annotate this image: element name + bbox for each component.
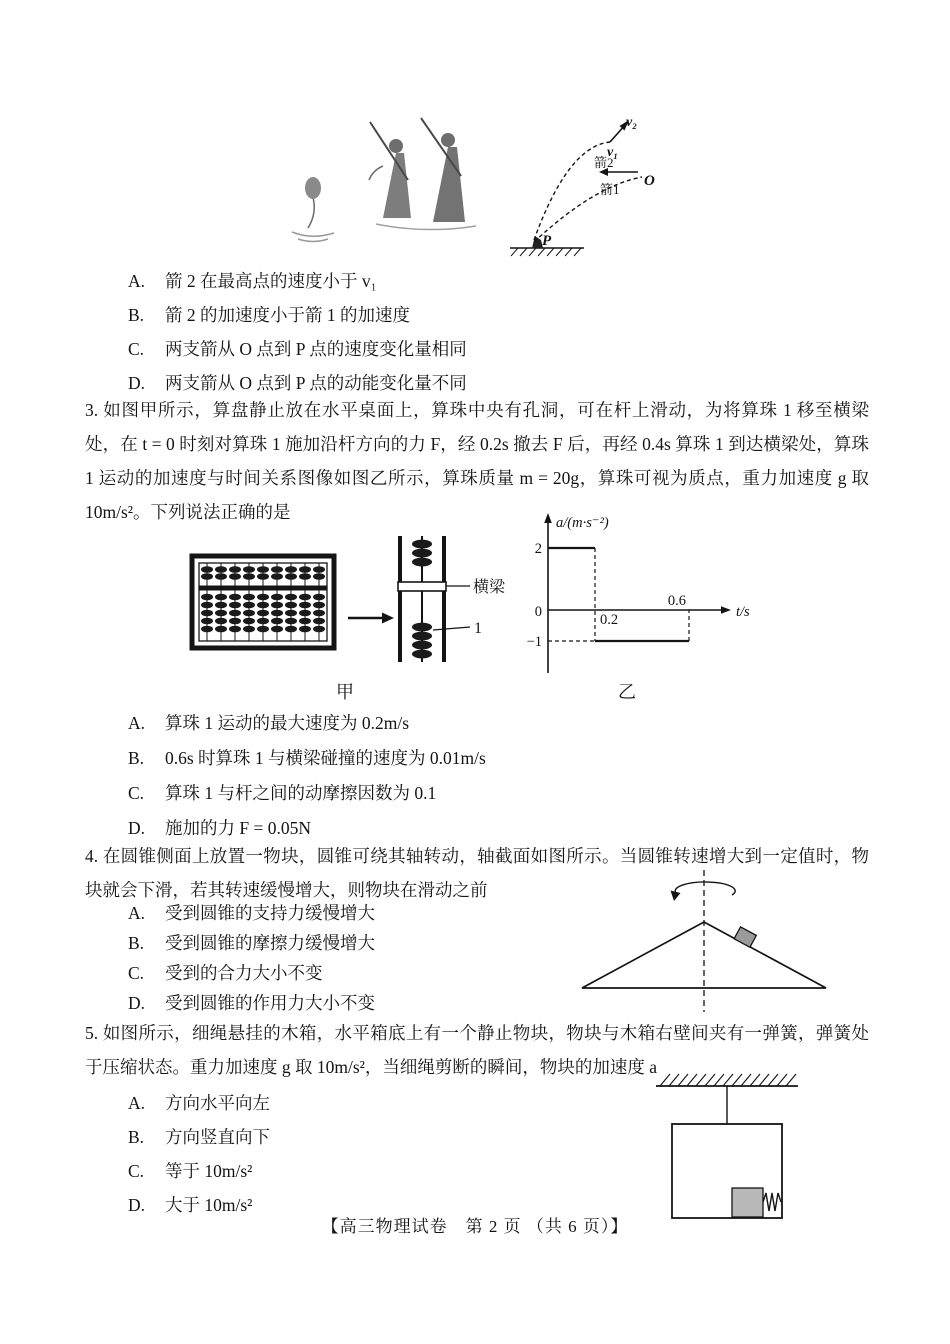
caption-yi: 乙: [618, 682, 636, 702]
q2-option-b: [128, 298, 467, 332]
q3-option-a: [128, 706, 486, 741]
ceiling: [656, 1074, 798, 1086]
option-text: 算珠 1 运动的最大速度为 0.2m/s: [165, 713, 410, 733]
arrow2-label: 箭2: [594, 155, 614, 170]
option-text: 两支箭从 O 点到 P 点的速度变化量相同: [165, 339, 467, 359]
option-label: D.: [128, 818, 146, 838]
point-o-label: O: [644, 173, 655, 189]
abacus-figure-svg: [186, 530, 516, 670]
y-axis-arrowhead-icon: [544, 513, 552, 523]
option-text: 大于 10m/s²: [165, 1195, 253, 1215]
y-axis-label: a/(m·s⁻²): [556, 515, 609, 531]
option-text: 受到的合力大小不变: [165, 963, 323, 983]
tick-06: 0.6: [667, 593, 686, 609]
tick-2: 2: [534, 541, 542, 557]
option-text: 0.6s 时算珠 1 与横梁碰撞的速度为 0.01m/s: [165, 748, 486, 768]
q4-option-d: [128, 988, 375, 1018]
q4-option-b: [128, 928, 375, 958]
point-p-label: P: [542, 233, 552, 249]
page-footer: 【高三物理试卷 第 2 页 （共 6 页）】: [321, 1217, 629, 1236]
option-label: C.: [128, 1161, 145, 1181]
option-label: A.: [128, 903, 146, 923]
q4-option-a: [128, 898, 375, 928]
q5-options: [128, 1086, 270, 1222]
spring: [763, 1193, 781, 1211]
q3-option-c: [128, 776, 486, 811]
option-text: 受到圆锥的支持力缓慢增大: [165, 903, 375, 923]
ceiling-hatching: [660, 1074, 796, 1086]
q4-stem: 4. 在圆锥侧面上放置一物块，圆锥可绕其轴转动，轴截面如图所示。当圆锥转速增大到一定值时，物块就会下滑，若其转速缓慢增大，则物块在滑动之前: [85, 846, 869, 900]
q2-options: [128, 264, 467, 400]
q2-figure: [280, 106, 700, 271]
projectile-diagram: [510, 120, 642, 256]
option-text: 方向竖直向下: [165, 1127, 270, 1147]
option-label: B.: [128, 933, 145, 953]
option-text: 箭 2 的加速度小于箭 1 的加速度: [165, 305, 410, 325]
x-axis-arrowhead-icon: [721, 606, 731, 614]
option-label: C.: [128, 963, 145, 983]
caption-jia: 甲: [336, 682, 354, 702]
arrow1-label: 箭1: [600, 182, 620, 197]
option-text: 方向水平向左: [165, 1093, 270, 1113]
block-on-cone: [734, 927, 756, 947]
q4-options: [128, 898, 375, 1018]
tick-02: 0.2: [600, 612, 619, 628]
option-text: 受到圆锥的作用力大小不变: [165, 993, 375, 1013]
bead1-label: 1: [474, 620, 482, 637]
abacus: [192, 556, 334, 648]
box: [672, 1124, 782, 1218]
q3-figure-jia: [186, 530, 516, 675]
v1-label: v₁: [607, 145, 619, 160]
tick-0: 0: [534, 604, 542, 620]
option-label: D.: [128, 373, 146, 393]
rod-closeup: [398, 536, 506, 662]
option-text: 两支箭从 O 点到 P 点的动能变化量不同: [165, 373, 467, 393]
x-axis-label: t/s: [736, 604, 750, 620]
q5-option-a: [128, 1086, 270, 1120]
q5-option-b: [128, 1120, 270, 1154]
q3-figure-yi: [512, 505, 767, 690]
q2-figure-svg: [280, 106, 700, 266]
option-label: D.: [128, 1195, 146, 1215]
option-label: B.: [128, 1127, 145, 1147]
option-text: 算珠 1 与杆之间的动摩擦因数为 0.1: [165, 783, 437, 803]
q5-figure: [646, 1066, 811, 1231]
option-label: C.: [128, 783, 145, 803]
beam-crossbar: [398, 582, 446, 591]
q3-option-b: [128, 741, 486, 776]
q3-stem: 3. 如图甲所示，算盘静止放在水平桌面上，算珠中央有孔洞，可在杆上滑动，为将算珠 1 移至横梁处，在 t = 0 时刻对算珠 1 施加沿杆方向的力 F，经 0.2s 撤去 F 后，再经 0.4s 算珠 1 到达横梁处，算珠 1 运动的加速度与时间关系图像如图乙所示，算珠质量 m = 20g，算珠可视为质点，重力加速度 g 取 10m/s²。下列说法正确的是: [85, 400, 869, 522]
option-label: D.: [128, 993, 146, 1013]
bead1-pointer-line: [433, 627, 470, 630]
option-label: C.: [128, 339, 145, 359]
at-graph-svg: [512, 505, 767, 685]
q3-options: [128, 706, 486, 846]
hanging-box-svg: [646, 1066, 811, 1226]
zoom-arrow-icon: [348, 613, 394, 624]
option-label: B.: [128, 748, 145, 768]
q2-option-c: [128, 332, 467, 366]
v2-label: v₂: [626, 115, 638, 130]
option-label: B.: [128, 305, 145, 325]
option-label: A.: [128, 1093, 146, 1113]
q2-option-a: [128, 264, 467, 298]
q5-stem: 5. 如图所示，细绳悬挂的木箱，水平箱底上有一个静止物块，物块与木箱右壁间夹有一弹簧，弹簧处于压缩状态。重力加速度 g 取 10m/s²，当细绳剪断的瞬间，物块的加速度 a: [85, 1023, 869, 1077]
option-text: 等于 10m/s²: [165, 1161, 253, 1181]
cone-figure-svg: [552, 862, 857, 1020]
option-label: A.: [128, 713, 146, 733]
q5-option-c: [128, 1154, 270, 1188]
q4-figure: [552, 862, 857, 1025]
option-label: A.: [128, 271, 146, 291]
ground-hatching: [511, 248, 581, 256]
q4-option-c: [128, 958, 375, 988]
rotation-arrow: [675, 882, 735, 895]
beam-label: 横梁: [473, 579, 506, 596]
tick-neg1: −1: [526, 634, 542, 650]
archers-painting-image: [292, 118, 476, 242]
option-text: 施加的力 F = 0.05N: [165, 818, 311, 838]
option-text: 箭 2 在最高点的速度小于 v₁: [165, 271, 377, 291]
rotation-arrowhead-icon: [671, 891, 681, 902]
option-text: 受到圆锥的摩擦力缓慢增大: [165, 933, 375, 953]
